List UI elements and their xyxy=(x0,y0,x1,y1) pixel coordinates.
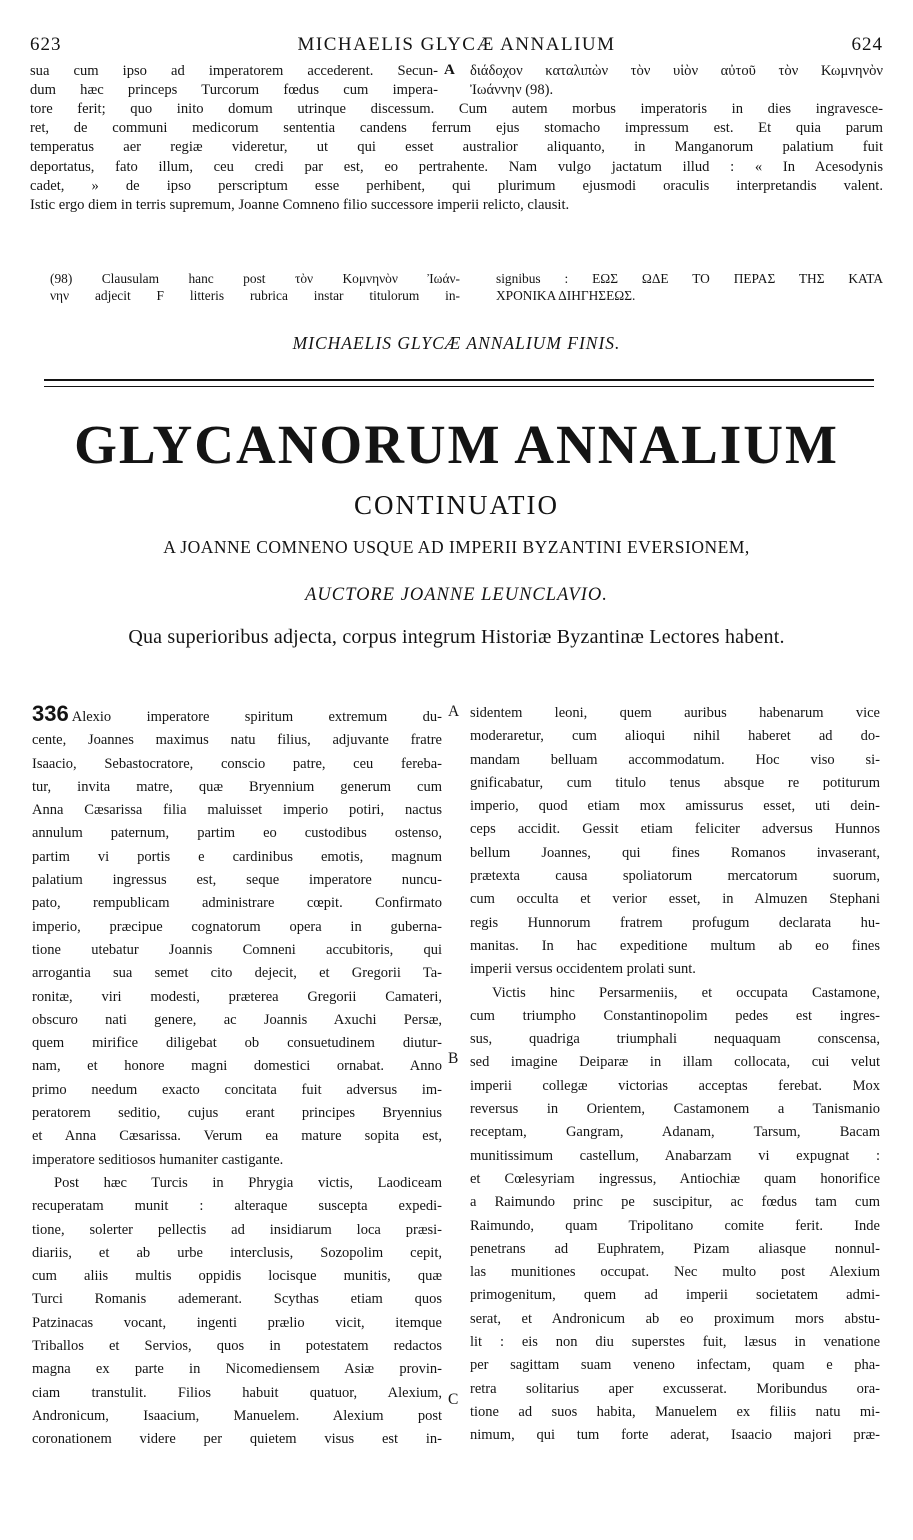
footnote-block xyxy=(30,270,883,306)
text-line: imperio, quod etiam mox amissurus esset, uti dein- xyxy=(470,798,880,815)
text-line: et Anna Cæsarissa. Verum ea mature sopita est, xyxy=(32,1128,442,1145)
text-line: Post hæc Turcis in Phrygia victis, Laodiceam xyxy=(54,1174,442,1191)
body-left-column xyxy=(32,702,442,1452)
text-line: imperii collegæ victorias acceptas ferebat. Mox xyxy=(470,1077,880,1094)
text-line: nam, et honore magni domestici ornabat. Anno xyxy=(32,1058,442,1075)
top-full-text xyxy=(30,100,883,215)
text-line: Istic ergo diem in terris supremum, Joanne Comneno filio successore imperii relicto, clausit. xyxy=(30,197,570,214)
text-line: per sagittam suam veneno infectam, quam e pha- xyxy=(470,1357,880,1374)
text-line: Victis hinc Persarmeniis, et occupata Castamone, xyxy=(492,984,880,1001)
text-line: imperatore seditiosos humaniter castigante. xyxy=(32,1151,284,1168)
text-line: Triballos et Servios, quos in potestatem redactos xyxy=(32,1338,442,1355)
text-line: retra solitarius aper excusserat. Moribundus ora- xyxy=(470,1380,880,1397)
top-text-block xyxy=(30,62,883,215)
column-number: 336 xyxy=(32,701,69,726)
text-line: receptam, Gangram, Adanam, Tarsum, Bacam xyxy=(470,1124,880,1141)
text-line: diariis, et ab urbe interclusis, Sozopolim cepit, xyxy=(32,1244,442,1261)
author-line: AUCTORE JOANNE LEUNCLAVIO. xyxy=(305,585,608,605)
text-line: magna ex parte in Nicomediensem Asiæ provin- xyxy=(32,1361,442,1378)
page-number-right: 624 xyxy=(851,34,883,55)
text-line: tione utebatur Joannis Comneni accubitoris, qui xyxy=(32,941,442,958)
text-line: primo needum exacto concitata fuit adversus im- xyxy=(32,1081,442,1098)
text-line: imperii versus occidentem prolati sunt. xyxy=(470,961,696,978)
text-line: tur, invita matre, quæ Bryennium generum cum xyxy=(32,778,442,795)
top-right-column xyxy=(470,62,883,100)
text-line: partim vi portis e cardinibus emotis, magnum xyxy=(32,848,442,865)
text-line: Anna Cæsarissa filia maluisset imperio potiri, nactus xyxy=(32,802,442,819)
text-line: prætexta causa spoliatorum mercatorum suorum, xyxy=(470,868,880,885)
text-line: sus, quadriga triumphali nequaquam conscensa, xyxy=(470,1031,880,1048)
text-line: Raimundo, quam Tripolitano comite ferit. Inde xyxy=(470,1217,880,1234)
text-line: ret, de communi medicorum sententia candens ferrum ejus stomacho impressum est. Et quia parum xyxy=(30,120,883,137)
text-line: palatium ingressus est, seque imperatore nuncu- xyxy=(32,872,442,889)
text-line: sed imagine Deiparæ in illam collocata, cui velut xyxy=(470,1054,880,1071)
text-line: Ἰωάννην (98). xyxy=(470,82,554,99)
text-line: ceps accidit. Gessit etiam feliciter adversus Hunnos xyxy=(470,821,880,838)
text-line: moderaretur, cum alioqui nihil haberet ad do- xyxy=(470,728,880,745)
text-line: penetrans ad Euphratem, Pizam aliasque nonnul- xyxy=(470,1240,880,1257)
margin-letter-a: A xyxy=(448,703,460,720)
text-line: munitissimum castellum, Anabarzam vi expugnat : xyxy=(470,1147,880,1164)
main-title: GLYCANORUM ANNALIUM xyxy=(74,414,839,475)
text-line: cum triumpho Constantinopolim pedes est ingres- xyxy=(470,1007,880,1024)
text-line: las munitiones occupat. Nec multo post Alexium xyxy=(470,1264,880,1281)
text-line: a Raimundo princ pe suscipitur, ac fœdus tam cum xyxy=(470,1194,880,1211)
text-line: nimum, qui tum forte aderat, Isaacio majori præ- xyxy=(470,1427,880,1444)
text-line: et Cœlesyriam ingressus, Antiochiæ quam honorifice xyxy=(470,1170,880,1187)
text-line: deportatus, fato illum, ceu credi par est, eo pertrahente. Nam vulgo jactatum illud : « In Acesodynis xyxy=(30,158,883,175)
text-line: cum aliis multis oppidis locisque munitis, quæ xyxy=(32,1268,442,1285)
margin-letter-c: C xyxy=(448,1391,459,1408)
text-line: cadet, » de ipso perscriptum esse perhibent, qui plurimum ejusmodi oraculis interpretandis valent. xyxy=(30,177,883,194)
top-left-column xyxy=(30,62,438,100)
text-line: imperio, præcipue cognatorum opera in guberna- xyxy=(32,918,442,935)
text-line: arrogantia sua semet cito dejecit, et Gregorii Ta- xyxy=(32,965,442,982)
running-head xyxy=(30,34,883,56)
text-line: temperatus aer regiæ videretur, ut qui esset australior aliquanto, in Manganorum palatium fuit xyxy=(30,139,883,156)
text-line: tione ad suos habita, Manuelem ex filiis natu mi- xyxy=(470,1403,880,1420)
text-line: serat, et Andronicum ab eo proximum mors abstu- xyxy=(470,1310,880,1327)
text-fragment: Alexio imperatore spiritum extremum du- xyxy=(71,709,442,725)
text-line: ronitæ, viri modesti, præterea Gregorii Camateri, xyxy=(32,988,442,1005)
text-line: reversus in Orientem, Castamonem a Tanismanio xyxy=(470,1101,880,1118)
text-line: sidentem leoni, quem auribus habenarum vice xyxy=(470,705,880,721)
text-line: cente, Joannes maximus natu filius, adjuvante fratre xyxy=(32,732,442,749)
text-line: διάδοχον καταλιπὼν τὸν υἱὸν αὐτοῦ τὸν Κωμνηνὸν xyxy=(470,63,883,79)
text-line: bellum Joannes, qui fines Romanos invaserant, xyxy=(470,844,880,861)
text-line: obscuro nati genere, ac Joannis Axuchi Persæ, xyxy=(32,1011,442,1028)
text-line: tore ferit; quo inito domum utrinque discessum. Cum autem morbus imperatoris in dies ingravesce- xyxy=(30,101,883,117)
text-line: Isaacio, Sebastocratore, conscio patre, ceu fereba- xyxy=(32,755,442,772)
text-line: ciam transtulit. Filios habuit quatuor, Alexium, xyxy=(32,1384,442,1401)
text-line: quem mirifice diligebat ob consuetudinem diutur- xyxy=(32,1035,442,1052)
text-line: tione, solerter pellectis ad insidiarum loca præsi- xyxy=(32,1221,442,1238)
text-line: peratorem seditio, cujus erant principes Bryennius xyxy=(32,1105,442,1122)
text-line: coronationem videre per quietem visus est in- xyxy=(32,1431,442,1448)
text-line: primogenitum, quem ad imperii societatem admi- xyxy=(470,1287,880,1304)
text-line: annulum paternum, partim eo custodibus ostenso, xyxy=(32,825,442,842)
text-line: pato, rempublicam administrare cœpit. Confirmato xyxy=(32,895,442,912)
running-title: MICHAELIS GLYCÆ ANNALIUM xyxy=(297,34,616,55)
text-line: recuperatam munit : alteraque suscepta expedi- xyxy=(32,1198,442,1215)
footnote-line: signibus : ΕΩΣ ΩΔΕ ΤΟ ΠΕΡΑΣ ΤΗΣ ΚΑΤΑ xyxy=(496,271,883,286)
margin-letter: A xyxy=(444,62,455,78)
footnote-line: (98) Clausulam hanc post τὸν Κομνηνὸν Ἰωάν- xyxy=(50,271,460,286)
finis-line: MICHAELIS GLYCÆ ANNALIUM FINIS. xyxy=(292,333,621,353)
divider-rule xyxy=(44,386,874,387)
body-right-column xyxy=(470,702,880,1448)
top-two-column xyxy=(30,62,883,100)
text-line: Andronicum, Isaacium, Manuelem. Alexium post xyxy=(32,1407,442,1424)
text-line: mandam belluam accommodatum. Hoc viso si- xyxy=(470,751,880,768)
divider-rule xyxy=(44,379,874,381)
text-line: sua cum ipso ad imperatorem accederent. Secun- xyxy=(30,63,438,79)
text-line: Patzinacas vocant, ingenti prælio vicit, itemque xyxy=(32,1314,442,1331)
footnote-line: ΧΡΟΝΙΚΑ ΔΙΗΓΗΣΕΩΣ. xyxy=(496,288,636,303)
text-line: gnificabatur, cum titulo tenus absque re potiturum xyxy=(470,774,880,791)
page-number-left: 623 xyxy=(30,34,62,55)
text-line xyxy=(32,702,442,729)
text-line: regis Hunnorum fratrem profugum declarata hu- xyxy=(470,914,880,931)
text-line: dum hæc princeps Turcorum fœdus cum impera- xyxy=(30,82,438,99)
footnote-left xyxy=(50,270,460,304)
text-line: Turci Romanis ademerant. Scythas etiam quos xyxy=(32,1291,442,1308)
preface-line: Qua superioribus adjecta, corpus integrum Historiæ Byzantinæ Lectores habent. xyxy=(128,626,785,648)
text-line: lit : eis non diu superstes fuit, læsus in venatione xyxy=(470,1334,880,1351)
margin-letter-b: B xyxy=(448,1050,459,1067)
text-line: cum occulta et verior esset, in Almuzen Stephani xyxy=(470,891,880,908)
text-line: manitas. In hac expeditione multum ab eo fines xyxy=(470,937,880,954)
footnote-line: νην adjecit F litteris rubrica instar titulorum in- xyxy=(50,288,460,303)
subtitle-scope: A JOANNE COMNENO USQUE AD IMPERII BYZANTINI EVERSIONEM, xyxy=(163,537,750,557)
footnote-right xyxy=(496,270,883,304)
subtitle: CONTINUATIO xyxy=(354,490,559,520)
